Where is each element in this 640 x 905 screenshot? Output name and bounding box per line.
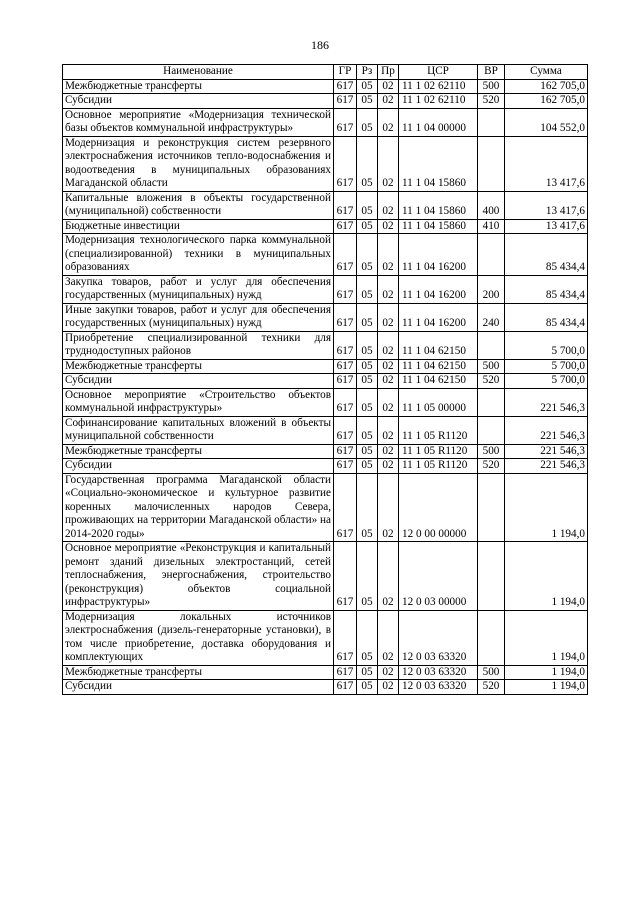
table-row — [63, 459, 588, 474]
cell-rz: 05 — [357, 459, 378, 474]
budget-table — [62, 64, 588, 695]
cell-csr: 12 0 03 63320 — [399, 610, 478, 665]
cell-gr: 617 — [334, 191, 357, 219]
cell-vr — [478, 331, 505, 359]
cell-rz: 05 — [357, 374, 378, 389]
cell-rz: 05 — [357, 610, 378, 665]
table-body — [63, 79, 588, 694]
cell-name: Модернизация технологического парка коммунальной (специализированной) техники в муниципальных образованиях — [63, 234, 334, 276]
cell-rz: 05 — [357, 665, 378, 680]
cell-pr: 02 — [378, 275, 399, 303]
cell-pr: 02 — [378, 542, 399, 611]
header-name: Наименование — [63, 65, 334, 80]
cell-gr: 617 — [334, 303, 357, 331]
cell-rz: 05 — [357, 473, 378, 542]
cell-rz: 05 — [357, 416, 378, 444]
cell-csr: 11 1 04 62150 — [399, 331, 478, 359]
cell-name: Основное мероприятие «Реконструкция и капитальный ремонт зданий дизельных электростанций, сетей теплоснабжения, энергоснабжения, строительство (реконструкция) объектов социальной инфраструктуры» — [63, 542, 334, 611]
header-rz: Рз — [357, 65, 378, 80]
cell-csr: 11 1 04 16200 — [399, 234, 478, 276]
cell-pr: 02 — [378, 79, 399, 94]
cell-pr: 02 — [378, 331, 399, 359]
cell-pr: 02 — [378, 359, 399, 374]
cell-sum: 1 194,0 — [505, 610, 588, 665]
cell-sum: 85 434,4 — [505, 234, 588, 276]
cell-csr: 11 1 04 15860 — [399, 219, 478, 234]
cell-pr: 02 — [378, 388, 399, 416]
cell-name: Межбюджетные трансферты — [63, 359, 334, 374]
cell-sum: 1 194,0 — [505, 680, 588, 695]
cell-name: Основное мероприятие «Модернизация технической базы объектов коммунальной инфраструктуры» — [63, 108, 334, 136]
cell-sum: 221 546,3 — [505, 388, 588, 416]
table-row — [63, 444, 588, 459]
cell-gr: 617 — [334, 234, 357, 276]
cell-csr: 12 0 00 00000 — [399, 473, 478, 542]
table-row — [63, 331, 588, 359]
cell-name: Софинансирование капитальных вложений в объекты муниципальной собственности — [63, 416, 334, 444]
cell-rz: 05 — [357, 79, 378, 94]
cell-vr — [478, 234, 505, 276]
cell-vr: 500 — [478, 444, 505, 459]
cell-pr: 02 — [378, 108, 399, 136]
cell-sum: 5 700,0 — [505, 374, 588, 389]
cell-vr — [478, 416, 505, 444]
cell-name: Бюджетные инвестиции — [63, 219, 334, 234]
cell-pr: 02 — [378, 473, 399, 542]
cell-vr: 500 — [478, 359, 505, 374]
table-row — [63, 359, 588, 374]
cell-name: Субсидии — [63, 94, 334, 109]
cell-pr: 02 — [378, 665, 399, 680]
cell-vr — [478, 136, 505, 191]
cell-gr: 617 — [334, 610, 357, 665]
cell-sum: 162 705,0 — [505, 94, 588, 109]
cell-vr: 400 — [478, 191, 505, 219]
cell-vr: 520 — [478, 459, 505, 474]
cell-rz: 05 — [357, 303, 378, 331]
cell-rz: 05 — [357, 388, 378, 416]
cell-csr: 11 1 04 16200 — [399, 275, 478, 303]
cell-csr: 11 1 04 62150 — [399, 374, 478, 389]
cell-gr: 617 — [334, 108, 357, 136]
table-row — [63, 416, 588, 444]
cell-name: Субсидии — [63, 459, 334, 474]
cell-name: Капитальные вложения в объекты государственной (муниципальной) собственности — [63, 191, 334, 219]
cell-csr: 11 1 04 15860 — [399, 191, 478, 219]
cell-gr: 617 — [334, 359, 357, 374]
cell-vr — [478, 388, 505, 416]
page-number: 186 — [311, 38, 329, 52]
cell-csr: 11 1 04 00000 — [399, 108, 478, 136]
cell-sum: 221 546,3 — [505, 459, 588, 474]
cell-csr: 11 1 05 R1120 — [399, 444, 478, 459]
cell-pr: 02 — [378, 94, 399, 109]
table-row — [63, 219, 588, 234]
cell-gr: 617 — [334, 665, 357, 680]
cell-rz: 05 — [357, 234, 378, 276]
cell-vr — [478, 610, 505, 665]
cell-vr — [478, 473, 505, 542]
cell-csr: 11 1 04 62150 — [399, 359, 478, 374]
cell-sum: 5 700,0 — [505, 331, 588, 359]
cell-vr: 520 — [478, 680, 505, 695]
cell-vr: 500 — [478, 665, 505, 680]
cell-gr: 617 — [334, 388, 357, 416]
cell-name: Межбюджетные трансферты — [63, 79, 334, 94]
cell-sum: 1 194,0 — [505, 542, 588, 611]
cell-name: Модернизация и реконструкция систем резервного электроснабжения источников тепло-водоснабжения и водоотведения в муниципальных образованиях Магаданской области — [63, 136, 334, 191]
table-row — [63, 680, 588, 695]
cell-name: Субсидии — [63, 680, 334, 695]
table-row — [63, 303, 588, 331]
cell-gr: 617 — [334, 79, 357, 94]
table-header-row — [63, 65, 588, 80]
cell-gr: 617 — [334, 473, 357, 542]
cell-sum: 13 417,6 — [505, 191, 588, 219]
cell-csr: 12 0 03 63320 — [399, 680, 478, 695]
table-row — [63, 610, 588, 665]
table-row — [63, 94, 588, 109]
cell-vr: 240 — [478, 303, 505, 331]
cell-pr: 02 — [378, 234, 399, 276]
cell-sum: 1 194,0 — [505, 473, 588, 542]
table-row — [63, 473, 588, 542]
cell-sum: 221 546,3 — [505, 444, 588, 459]
cell-vr: 410 — [478, 219, 505, 234]
cell-sum: 13 417,6 — [505, 136, 588, 191]
cell-name: Межбюджетные трансферты — [63, 444, 334, 459]
header-sum: Сумма — [505, 65, 588, 80]
table-row — [63, 542, 588, 611]
cell-name: Межбюджетные трансферты — [63, 665, 334, 680]
cell-gr: 617 — [334, 459, 357, 474]
table-row — [63, 191, 588, 219]
cell-name: Закупка товаров, работ и услуг для обеспечения государственных (муниципальных) нужд — [63, 275, 334, 303]
cell-csr: 11 1 04 16200 — [399, 303, 478, 331]
cell-gr: 617 — [334, 331, 357, 359]
table-row — [63, 388, 588, 416]
cell-rz: 05 — [357, 275, 378, 303]
header-pr: Пр — [378, 65, 399, 80]
table-row — [63, 374, 588, 389]
cell-csr: 11 1 02 62110 — [399, 79, 478, 94]
cell-pr: 02 — [378, 136, 399, 191]
table-row — [63, 234, 588, 276]
cell-pr: 02 — [378, 374, 399, 389]
header-vr: ВР — [478, 65, 505, 80]
header-csr: ЦСР — [399, 65, 478, 80]
cell-gr: 617 — [334, 680, 357, 695]
cell-csr: 11 1 05 R1120 — [399, 416, 478, 444]
cell-gr: 617 — [334, 94, 357, 109]
cell-rz: 05 — [357, 680, 378, 695]
cell-vr: 520 — [478, 94, 505, 109]
cell-csr: 12 0 03 00000 — [399, 542, 478, 611]
cell-sum: 85 434,4 — [505, 303, 588, 331]
cell-vr: 520 — [478, 374, 505, 389]
cell-pr: 02 — [378, 191, 399, 219]
cell-csr: 12 0 03 63320 — [399, 665, 478, 680]
cell-csr: 11 1 05 00000 — [399, 388, 478, 416]
cell-sum: 221 546,3 — [505, 416, 588, 444]
cell-pr: 02 — [378, 303, 399, 331]
cell-pr: 02 — [378, 610, 399, 665]
cell-gr: 617 — [334, 444, 357, 459]
cell-name: Приобретение специализированной техники для труднодоступных районов — [63, 331, 334, 359]
cell-csr: 11 1 05 R1120 — [399, 459, 478, 474]
cell-rz: 05 — [357, 191, 378, 219]
cell-rz: 05 — [357, 542, 378, 611]
cell-sum: 85 434,4 — [505, 275, 588, 303]
cell-rz: 05 — [357, 94, 378, 109]
table-row — [63, 136, 588, 191]
cell-rz: 05 — [357, 136, 378, 191]
cell-pr: 02 — [378, 459, 399, 474]
cell-vr — [478, 108, 505, 136]
cell-vr — [478, 542, 505, 611]
cell-sum: 13 417,6 — [505, 219, 588, 234]
cell-pr: 02 — [378, 219, 399, 234]
cell-name: Модернизация локальных источников электроснабжения (дизель-генераторные установки), в том числе приобретение, доставка оборудования и комплектующих — [63, 610, 334, 665]
cell-rz: 05 — [357, 359, 378, 374]
cell-csr: 11 1 02 62110 — [399, 94, 478, 109]
cell-gr: 617 — [334, 275, 357, 303]
cell-gr: 617 — [334, 416, 357, 444]
cell-rz: 05 — [357, 108, 378, 136]
table-row — [63, 275, 588, 303]
table-row — [63, 108, 588, 136]
cell-sum: 162 705,0 — [505, 79, 588, 94]
cell-name: Государственная программа Магаданской области «Социально-экономическое и культурное развитие коренных малочисленных народов Севера, проживающих на территории Магаданской области» на 2014-2020 годы» — [63, 473, 334, 542]
header-gr: ГР — [334, 65, 357, 80]
cell-gr: 617 — [334, 136, 357, 191]
cell-sum: 104 552,0 — [505, 108, 588, 136]
table-row — [63, 665, 588, 680]
cell-pr: 02 — [378, 416, 399, 444]
cell-pr: 02 — [378, 444, 399, 459]
cell-pr: 02 — [378, 680, 399, 695]
cell-name: Основное мероприятие «Строительство объектов коммунальной инфраструктуры» — [63, 388, 334, 416]
cell-vr: 200 — [478, 275, 505, 303]
cell-rz: 05 — [357, 219, 378, 234]
cell-gr: 617 — [334, 374, 357, 389]
cell-vr: 500 — [478, 79, 505, 94]
cell-rz: 05 — [357, 444, 378, 459]
cell-gr: 617 — [334, 219, 357, 234]
table-row — [63, 79, 588, 94]
cell-sum: 5 700,0 — [505, 359, 588, 374]
cell-name: Иные закупки товаров, работ и услуг для обеспечения государственных (муниципальных) нужд — [63, 303, 334, 331]
cell-rz: 05 — [357, 331, 378, 359]
cell-sum: 1 194,0 — [505, 665, 588, 680]
cell-name: Субсидии — [63, 374, 334, 389]
cell-gr: 617 — [334, 542, 357, 611]
cell-csr: 11 1 04 15860 — [399, 136, 478, 191]
